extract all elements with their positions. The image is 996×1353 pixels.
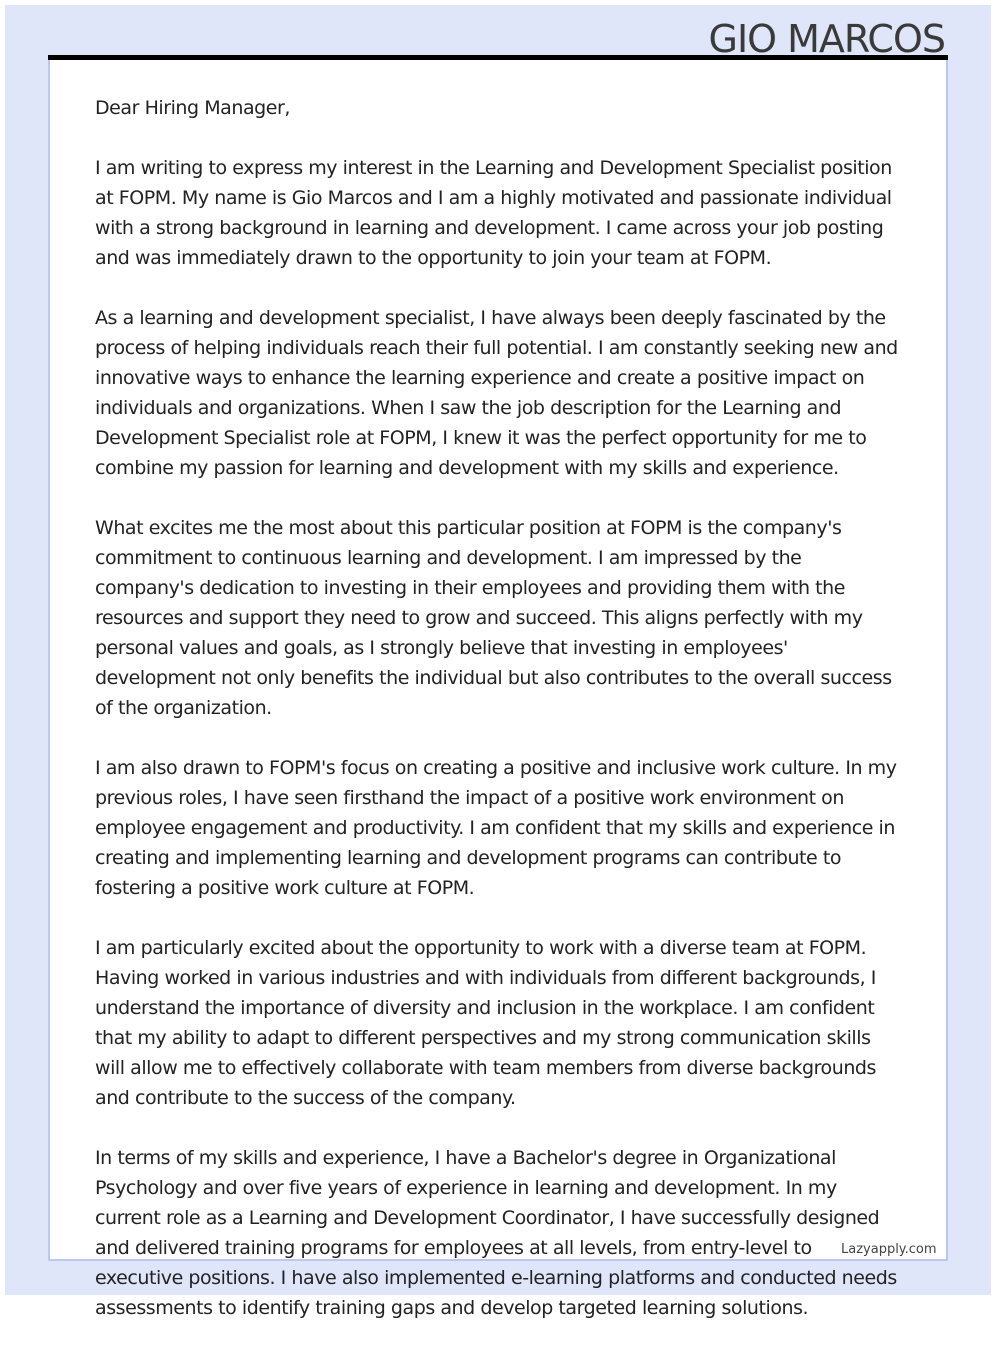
letter-paragraph: I am writing to express my interest in the Learning and Development Specialist position at FOPM. My name is Gio Marcos and I am a highly motivated and passionate individual with a strong background in learning and development. I came across your job posting and was immediately drawn to the opportunity to join your team at FOPM. [95,157,892,269]
letter-body [95,93,900,1353]
letter-paragraph: I am also drawn to FOPM's focus on creating a positive and inclusive work culture. In my previous roles, I have seen firsthand the impact of a positive work environment on employee engagement and productivity. I am confident that my skills and experience in creating and implementing learning and development programs can contribute to fostering a positive work culture at FOPM. [95,757,897,899]
letter-paragraph: In terms of my skills and experience, I have a Bachelor's degree in Organizational Psychology and over five years of experience in learning and development. In my current role as a Learning and Development Coordinator, I have successfully designed and delivered training programs for employees at all levels, from entry-level to executive positions. I have also implemented e-learning platforms and conducted needs assessments to identify training gaps and develop targeted learning solutions. [95,1147,897,1319]
applicant-name: GIO MARCOS [708,17,945,61]
letter-greeting: Dear Hiring Manager, [95,97,290,119]
letter-paragraph: As a learning and development specialist, I have always been deeply fascinated by the process of helping individuals reach their full potential. I am constantly seeking new and innovative ways to enhance the learning experience and create a positive impact on individuals and organizations. When I saw the job description for the Learning and Development Specialist role at FOPM, I knew it was the perfect opportunity for me to combine my passion for learning and development with my skills and experience. [95,307,898,479]
letter-paragraph: What excites me the most about this particular position at FOPM is the company's commitment to continuous learning and development. I am impressed by the company's dedication to investing in their employees and providing them with the resources and support they need to grow and succeed. This aligns perfectly with my personal values and goals, as I strongly believe that investing in employees' development not only benefits the individual but also contributes to the overall success of the organization. [95,517,892,719]
brand-watermark: Lazyapply.com [841,1242,937,1257]
letter-paragraph: I am particularly excited about the opportunity to work with a diverse team at FOPM. Having worked in various industries and with individuals from different backgrounds, I understand the importance of diversity and inclusion in the workplace. I am confident that my ability to adapt to different perspectives and my strong communication skills will allow me to effectively collaborate with team members from diverse backgrounds and contribute to the success of the company. [95,937,876,1109]
